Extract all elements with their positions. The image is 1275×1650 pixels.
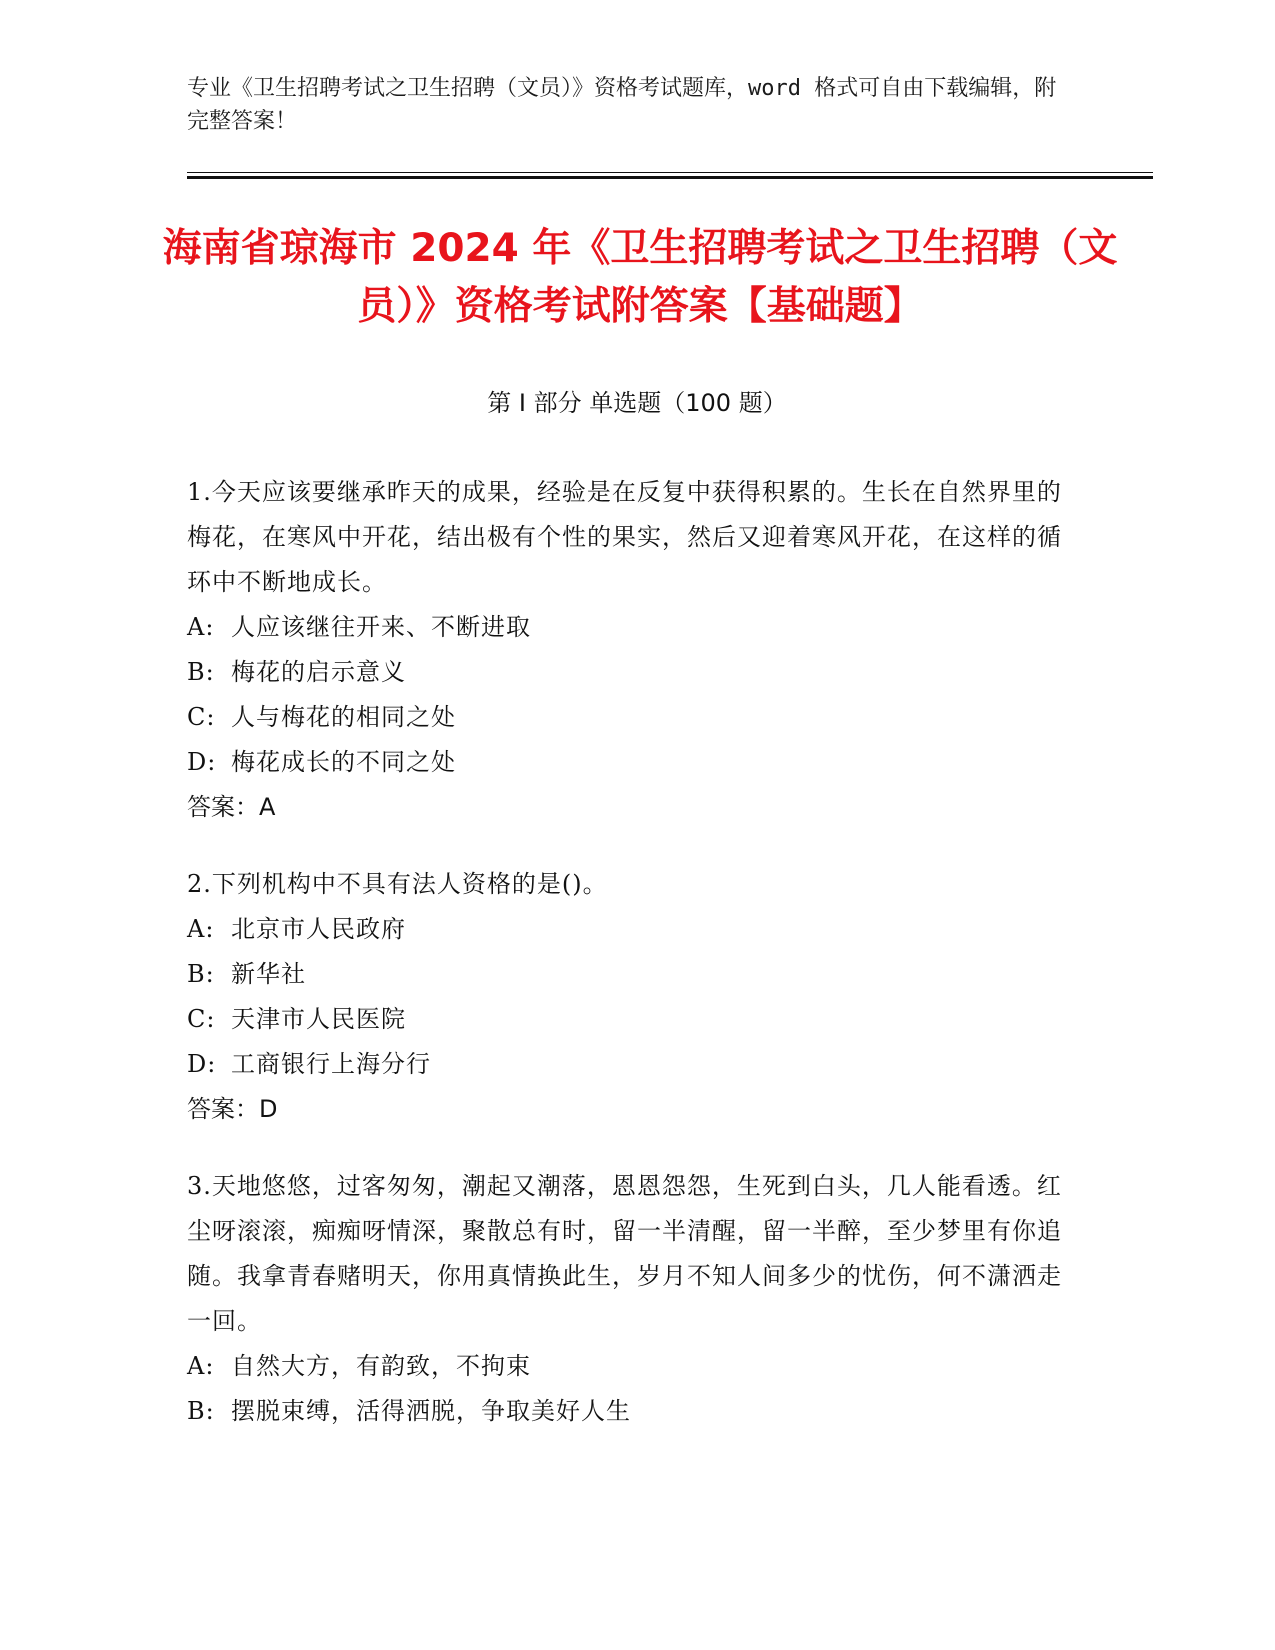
option-a bbox=[187, 907, 1067, 952]
option-text: 梅花成长的不同之处 bbox=[231, 748, 456, 776]
option-letter: B: bbox=[187, 658, 215, 686]
option-c bbox=[187, 997, 1067, 1042]
option-letter: B: bbox=[187, 1397, 215, 1425]
option-d bbox=[187, 1042, 1067, 1087]
question-stem: 1.今天应该要继承昨天的成果，经验是在反复中获得积累的。生长在自然界里的梅花，在寒风中开花，结出极有个性的果实，然后又迎着寒风开花，在这样的循环中不断地成长。 bbox=[187, 478, 1062, 596]
question-stem: 3.天地悠悠，过客匆匆，潮起又潮落，恩恩怨怨，生死到白头，几人能看透。红尘呀滚滚，痴痴呀情深，聚散总有时，留一半清醒，留一半醉，至少梦里有你追随。我拿青春赌明天，你用真情换此生，岁月不知人间多少的忧伤，何不潇洒走一回。 bbox=[187, 1172, 1062, 1335]
answer: 答案：D bbox=[187, 1095, 278, 1123]
option-text: 工商银行上海分行 bbox=[231, 1050, 431, 1078]
question-2 bbox=[187, 862, 1067, 1132]
option-letter: B: bbox=[187, 960, 215, 988]
option-b bbox=[187, 650, 1067, 695]
option-text: 梅花的启示意义 bbox=[231, 658, 406, 686]
option-d bbox=[187, 740, 1067, 785]
option-b bbox=[187, 952, 1067, 997]
header-rule-thin bbox=[187, 172, 1153, 173]
option-text: 新华社 bbox=[231, 960, 306, 988]
option-text: 摆脱束缚，活得洒脱，争取美好人生 bbox=[231, 1397, 631, 1425]
option-a bbox=[187, 605, 1067, 650]
document-title: 海南省琼海市 2024 年《卫生招聘考试之卫生招聘（文员）》资格考试附答案【基础题】 bbox=[162, 226, 1118, 329]
option-text: 北京市人民政府 bbox=[231, 915, 406, 943]
answer: 答案：A bbox=[187, 793, 276, 821]
question-1 bbox=[187, 470, 1067, 830]
option-text: 人应该继往开来、不断进取 bbox=[231, 613, 531, 641]
option-b bbox=[187, 1389, 1067, 1434]
option-letter: A: bbox=[187, 613, 215, 641]
option-c bbox=[187, 695, 1067, 740]
option-letter: A: bbox=[187, 915, 215, 943]
option-text: 自然大方，有韵致，不拘束 bbox=[231, 1352, 531, 1380]
option-letter: C: bbox=[187, 1005, 216, 1033]
header-rule-thick bbox=[187, 176, 1153, 179]
option-letter: C: bbox=[187, 703, 216, 731]
question-stem: 2.下列机构中不具有法人资格的是()。 bbox=[187, 870, 608, 898]
header-note: 专业《卫生招聘考试之卫生招聘（文员）》资格考试题库，word 格式可自由下载编辑，附完整答案！ bbox=[187, 76, 1057, 134]
section-title: 第 I 部分 单选题（100 题） bbox=[487, 389, 787, 417]
option-letter: D: bbox=[187, 748, 217, 776]
question-list bbox=[187, 470, 1067, 1466]
option-letter: A: bbox=[187, 1352, 215, 1380]
question-3 bbox=[187, 1164, 1067, 1434]
option-text: 天津市人民医院 bbox=[231, 1005, 406, 1033]
option-a bbox=[187, 1344, 1067, 1389]
option-letter: D: bbox=[187, 1050, 217, 1078]
option-text: 人与梅花的相同之处 bbox=[231, 703, 456, 731]
